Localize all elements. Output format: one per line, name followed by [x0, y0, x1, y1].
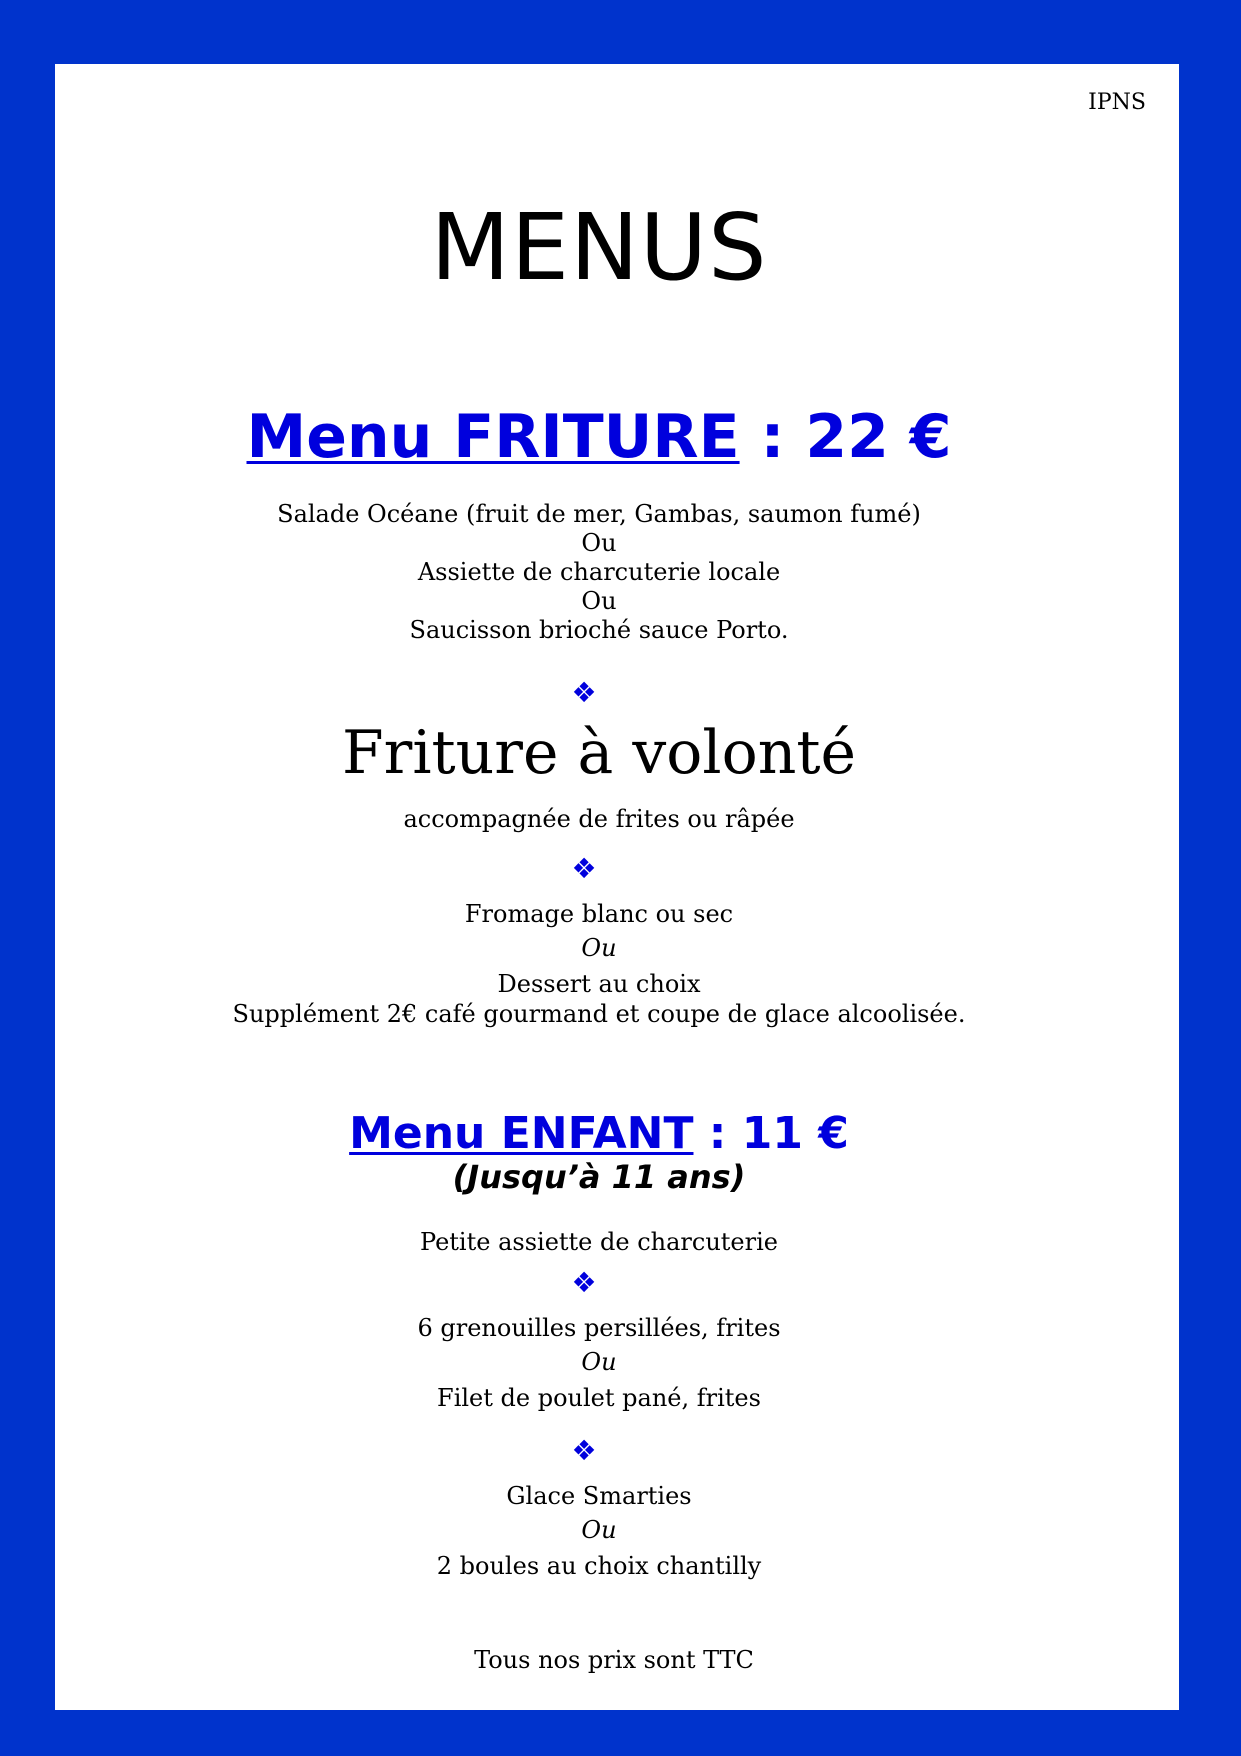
friture-main: Friture à volonté [342, 718, 856, 788]
menu-enfant-price: : 11 € [693, 1108, 849, 1159]
ornament-icon: ❖ [571, 852, 597, 885]
starter-salade: Salade Océane (fruit de mer, Gambas, saumon fumé) [277, 500, 921, 528]
menu-friture-price: : 22 € [739, 402, 952, 472]
ornament-icon: ❖ [571, 1266, 597, 1299]
footer-note: Tous nos prix sont TTC [474, 1646, 754, 1674]
menu-enfant-age: (Jusqu’à 11 ans) [452, 1158, 746, 1196]
enfant-main-or: Ou [581, 1348, 617, 1376]
starter-or: Ou [581, 587, 617, 615]
friture-dessert-2: Dessert au choix [497, 970, 701, 998]
friture-starters [55, 500, 1143, 645]
menu-friture-heading [55, 402, 1143, 472]
starter-or: Ou [581, 529, 617, 557]
enfant-starter: Petite assiette de charcuterie [420, 1228, 778, 1256]
menu-enfant-heading [55, 1108, 1143, 1159]
menu-page [55, 64, 1179, 1710]
starter-saucisson: Saucisson brioché sauce Porto. [409, 616, 789, 644]
friture-main-side: accompagnée de frites ou râpée [403, 805, 795, 833]
ipns-tag: IPNS [1088, 90, 1146, 115]
starter-charcuterie: Assiette de charcuterie locale [417, 558, 781, 586]
menu-friture-name: Menu FRITURE [246, 402, 740, 472]
menu-enfant-name: Menu ENFANT [349, 1108, 694, 1159]
ornament-icon: ❖ [571, 1434, 597, 1467]
page-title: MENUS [430, 194, 768, 301]
ornament-icon: ❖ [571, 676, 597, 709]
friture-supplement: Supplément 2€ café gourmand et coupe de glace alcoolisée. [232, 1000, 966, 1028]
enfant-dessert-1: Glace Smarties [506, 1482, 692, 1510]
enfant-dessert-2: 2 boules au choix chantilly [436, 1552, 762, 1580]
enfant-dessert-or: Ou [581, 1516, 617, 1544]
friture-dessert-1: Fromage blanc ou sec [464, 900, 734, 928]
enfant-main-1: 6 grenouilles persillées, frites [417, 1314, 781, 1342]
enfant-main-2: Filet de poulet pané, frites [437, 1384, 761, 1412]
friture-dessert-or: Ou [581, 934, 617, 962]
